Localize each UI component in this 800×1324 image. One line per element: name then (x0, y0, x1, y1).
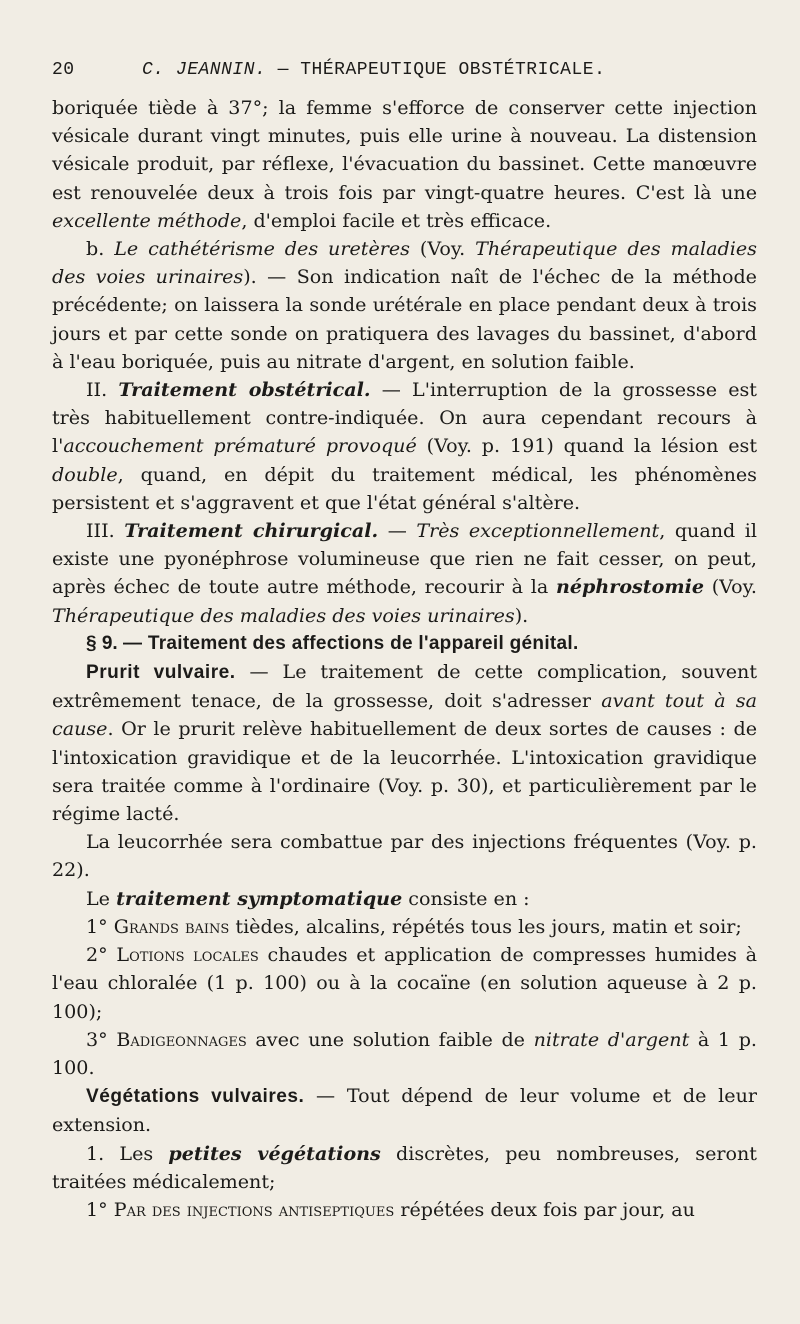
paragraph: III. Traitement chirurgical. — Très exceptionnellement, quand il existe une pyonéphrose volumineuse que rien ne fait cesser, on peut, après échec de toute autre méthode, recourir à la néphrostomie (Voy. Thérapeutique des maladies des voies urinaires). (52, 519, 758, 627)
paragraph: 1. Les petites végétations discrètes, peu nombreuses, seront traitées médicalement; (52, 1141, 757, 1193)
paragraph: II. Traitement obstétrical. — L'interruption de la grossesse est très habituellement contre-indiquée. On aura cependant recours à l'accouchement prématuré provoqué (Voy. p. 191) quand la lésion est double, quand, en dépit du traitement médical, les phénomènes persistent et s'aggravent et que l'état général s'altère. (52, 378, 757, 514)
paragraph: Végétations vulvaires. — Tout dépend de leur volume et de leur extension. (52, 1084, 757, 1137)
page-number: 20 (52, 60, 75, 80)
list-item: 1° Par des injections antiseptiques répétées deux fois par jour, au (86, 1197, 695, 1221)
book-title: — THÉRAPEUTIQUE OBSTÉTRICALE. (277, 60, 606, 80)
author: C. JEANNIN. (142, 60, 267, 80)
paragraph: Le traitement symptomatique consiste en : (86, 886, 530, 910)
paragraph: b. Le cathétérisme des uretères (Voy. Thérapeutique des maladies des voies urinaires). — Son indication naît de l'échec de la méthode précédente; on laissera la sonde urétérale en place pendant deux à trois jours et par cette sonde on pratiquera des lavages du bassinet, d'abord à l'eau boriquée, puis au nitrate d'argent, en solution faible. (52, 237, 757, 373)
list-item: 3° Badigeonnages avec une solution faible de nitrate d'argent à 1 p. 100. (52, 1027, 757, 1079)
running-title (142, 60, 605, 80)
paragraph: Prurit vulvaire. — Le traitement de cette complication, souvent extrêmement tenace, de la grossesse, doit s'adresser avant tout à sa cause. Or le prurit relève habituellement de deux sortes de causes : de l'intoxication gravidique et de la leucorrhée. L'intoxication gravidique sera traitée comme à l'ordinaire (Voy. p. 30), et particulièrement par le régime lacté. (52, 660, 757, 826)
list-item: 2° Lotions locales chaudes et application de compresses humides à l'eau chloralée (1 p. 100) ou à la cocaïne (en solution aqueuse à 2 p. 100); (52, 943, 757, 1023)
paragraph: La leucorrhée sera combattue par des injections fréquentes (Voy. p. 22). (52, 830, 757, 882)
paragraph: boriquée tiède à 37°; la femme s'efforce de conserver cette injection vésicale durant vingt minutes, puis elle urine à nouveau. La distension vésicale produit, par réflexe, l'évacuation du bassinet. Cette manœuvre est renouvelée deux à trois fois par vingt-quatre heures. C'est là une excellente méthode, d'emploi facile et très efficace. (52, 96, 757, 232)
section-heading: § 9. — Traitement des affections de l'appareil génital. (86, 632, 579, 654)
main-text (52, 94, 757, 1224)
list-item: 1° Grands bains tièdes, alcalins, répétés tous les jours, matin et soir; (86, 914, 742, 938)
